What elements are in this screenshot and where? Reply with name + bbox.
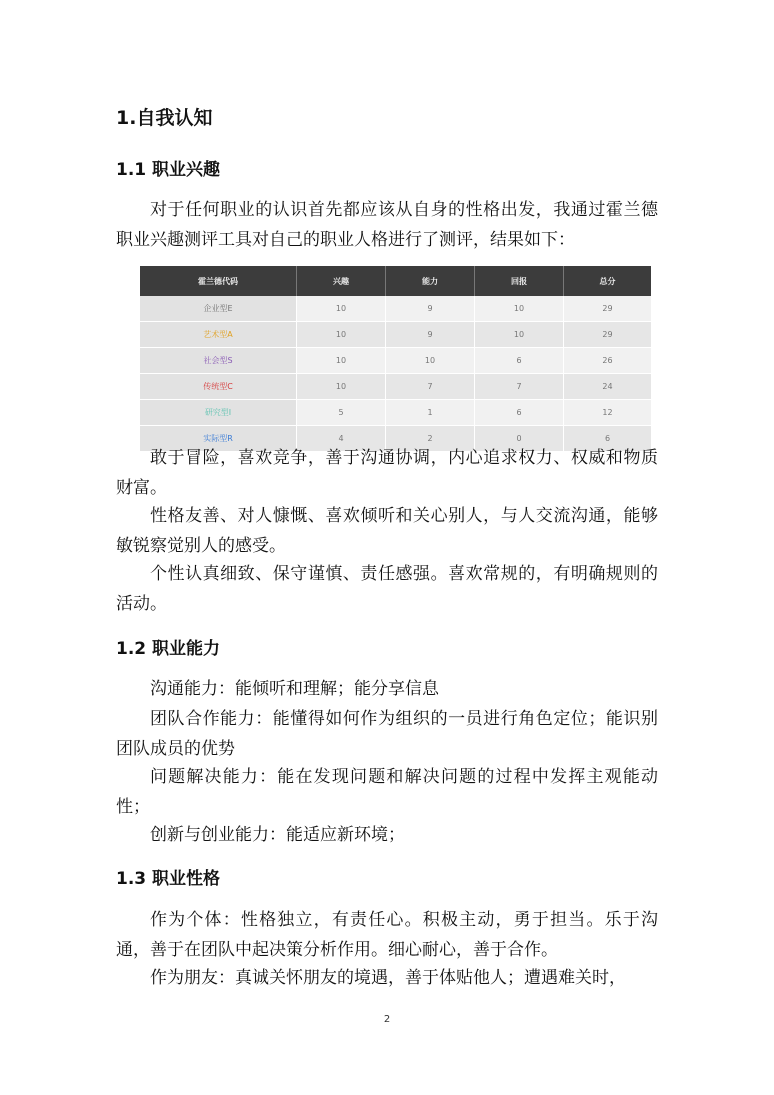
- personality-individual: 作为个体：性格独立，有责任心。积极主动，勇于担当。乐于沟通，善于在团队中起决策分析作用。细心耐心，善于合作。: [116, 910, 658, 960]
- score-cell: 10: [297, 348, 386, 374]
- table-row: [140, 322, 651, 348]
- score-cell: 6: [475, 348, 564, 374]
- score-cell: 4: [297, 426, 386, 452]
- ability-communication: 沟通能力：能倾听和理解；能分享信息: [150, 679, 439, 699]
- holland-code-cell: 艺术型A: [140, 322, 297, 348]
- score-cell: 10: [297, 296, 386, 322]
- score-cell: 10: [386, 348, 475, 374]
- score-cell: 26: [564, 348, 652, 374]
- table-header: 兴趣: [297, 266, 386, 296]
- section-heading-1-2: 1.2 职业能力: [116, 639, 221, 659]
- score-cell: 7: [386, 374, 475, 400]
- holland-code-cell: 社会型S: [140, 348, 297, 374]
- section-heading-1-1: 1.1 职业兴趣: [116, 160, 221, 180]
- table-row: [140, 348, 651, 374]
- table-row: [140, 296, 651, 322]
- paragraph-conventional: 个性认真细致、保守谨慎、责任感强。喜欢常规的，有明确规则的活动。: [116, 564, 658, 614]
- score-cell: 12: [564, 400, 652, 426]
- ability-problem-solving: 问题解决能力：能在发现问题和解决问题的过程中发挥主观能动性；: [116, 767, 658, 817]
- paragraph-enterprise: 敢于冒险，喜欢竞争，善于沟通协调，内心追求权力、权威和物质财富。: [116, 448, 658, 498]
- score-cell: 29: [564, 296, 652, 322]
- score-cell: 6: [475, 400, 564, 426]
- table-header: 霍兰德代码: [140, 266, 297, 296]
- score-cell: 29: [564, 322, 652, 348]
- section-heading-1: 1.自我认知: [116, 107, 213, 129]
- score-cell: 1: [386, 400, 475, 426]
- ability-teamwork: 团队合作能力：能懂得如何作为组织的一员进行角色定位；能识别团队成员的优势: [116, 709, 658, 759]
- score-cell: 10: [297, 322, 386, 348]
- holland-code-table: [140, 266, 651, 452]
- paragraph-social: 性格友善、对人慷慨、喜欢倾听和关心别人，与人交流沟通，能够敏锐察觉别人的感受。: [116, 506, 658, 556]
- score-cell: 2: [386, 426, 475, 452]
- score-cell: 10: [475, 296, 564, 322]
- table-row: [140, 400, 651, 426]
- intro-paragraph: 对于任何职业的认识首先都应该从自身的性格出发，我通过霍兰德职业兴趣测评工具对自己的职业人格进行了测评，结果如下：: [116, 200, 658, 250]
- table-header: 回报: [475, 266, 564, 296]
- score-cell: 10: [297, 374, 386, 400]
- table-header: 能力: [386, 266, 475, 296]
- page-number: 2: [383, 1014, 391, 1025]
- personality-friend: 作为朋友：真诚关怀朋友的境遇，善于体贴他人；遭遇难关时，: [150, 968, 626, 988]
- holland-code-cell: 企业型E: [140, 296, 297, 322]
- holland-code-cell: 研究型I: [140, 400, 297, 426]
- score-cell: 24: [564, 374, 652, 400]
- holland-code-cell: 传统型C: [140, 374, 297, 400]
- holland-code-cell: 实际型R: [140, 426, 297, 452]
- score-cell: 6: [564, 426, 652, 452]
- score-cell: 7: [475, 374, 564, 400]
- score-cell: 10: [475, 322, 564, 348]
- table-row: [140, 374, 651, 400]
- table-header: 总分: [564, 266, 652, 296]
- score-cell: 5: [297, 400, 386, 426]
- score-cell: 0: [475, 426, 564, 452]
- section-heading-1-3: 1.3 职业性格: [116, 869, 221, 889]
- ability-innovation: 创新与创业能力：能适应新环境；: [150, 825, 405, 845]
- table-header-row: [140, 266, 651, 296]
- score-cell: 9: [386, 296, 475, 322]
- score-cell: 9: [386, 322, 475, 348]
